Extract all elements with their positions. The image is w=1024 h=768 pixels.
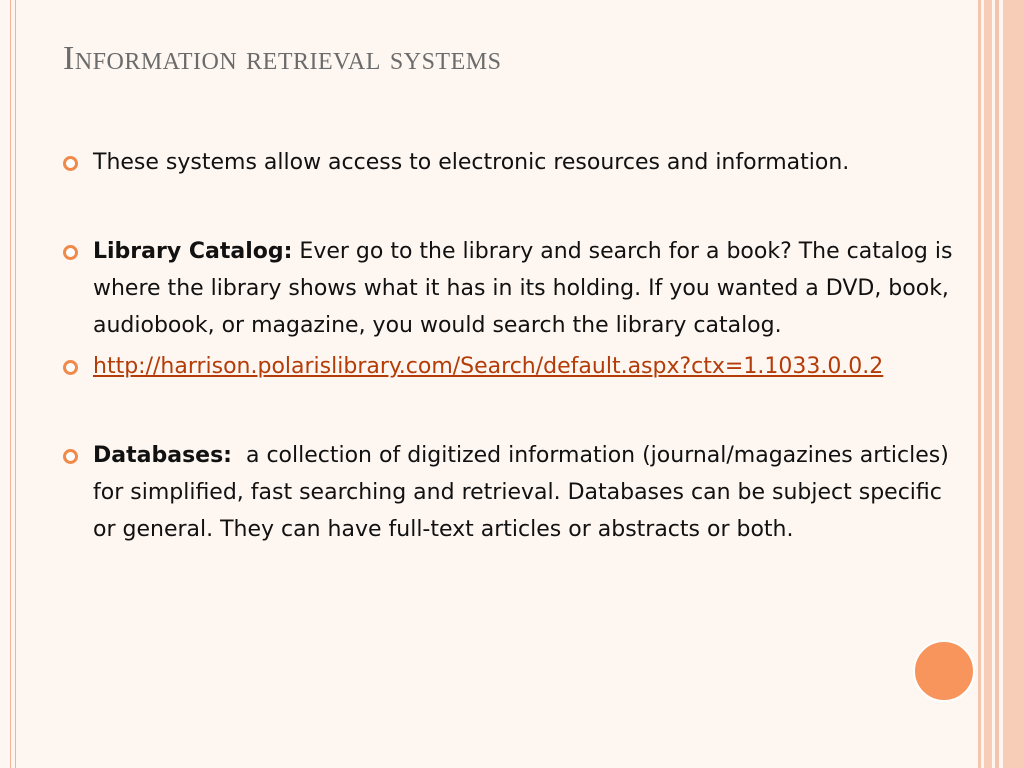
decorative-circle: [913, 640, 975, 702]
bullet-circle-icon: [63, 156, 78, 171]
bullet-term: Databases:: [93, 443, 232, 468]
bullet-circle-icon: [63, 245, 78, 260]
left-border-line: [10, 0, 11, 768]
left-border-line: [15, 0, 16, 768]
bullet-item: [63, 348, 968, 385]
bullet-item: [63, 144, 968, 181]
right-decorative-stripe: [1003, 0, 1024, 768]
slide-title: Information retrieval systems: [63, 40, 502, 77]
catalog-link[interactable]: http://harrison.polarislibrary.com/Search/default.aspx?ctx=1.1033.0.0.2: [93, 354, 884, 379]
right-decorative-stripe: [995, 0, 999, 768]
right-decorative-stripe: [978, 0, 981, 768]
bullet-term: Library Catalog:: [93, 239, 293, 264]
bullet-circle-icon: [63, 360, 78, 375]
bullet-text: Ever go to the library and search for a book? The catalog is where the library shows what it has in its holding. If you wanted a DVD, book, audiobook, or magazine, you would search the library catalog.: [93, 239, 953, 338]
bullet-list: [63, 144, 968, 548]
bullet-text: a collection of digitized information (journal/magazines articles) for simplified, fast searching and retrieval. Databases can be subject specific or general. They can have full-text articles or abstracts or both.: [93, 443, 956, 542]
bullet-circle-icon: [63, 449, 78, 464]
bullet-item: [63, 437, 968, 548]
bullet-text: These systems allow access to electronic resources and information.: [93, 150, 850, 175]
right-decorative-stripe: [984, 0, 992, 768]
bullet-item: [63, 233, 968, 344]
